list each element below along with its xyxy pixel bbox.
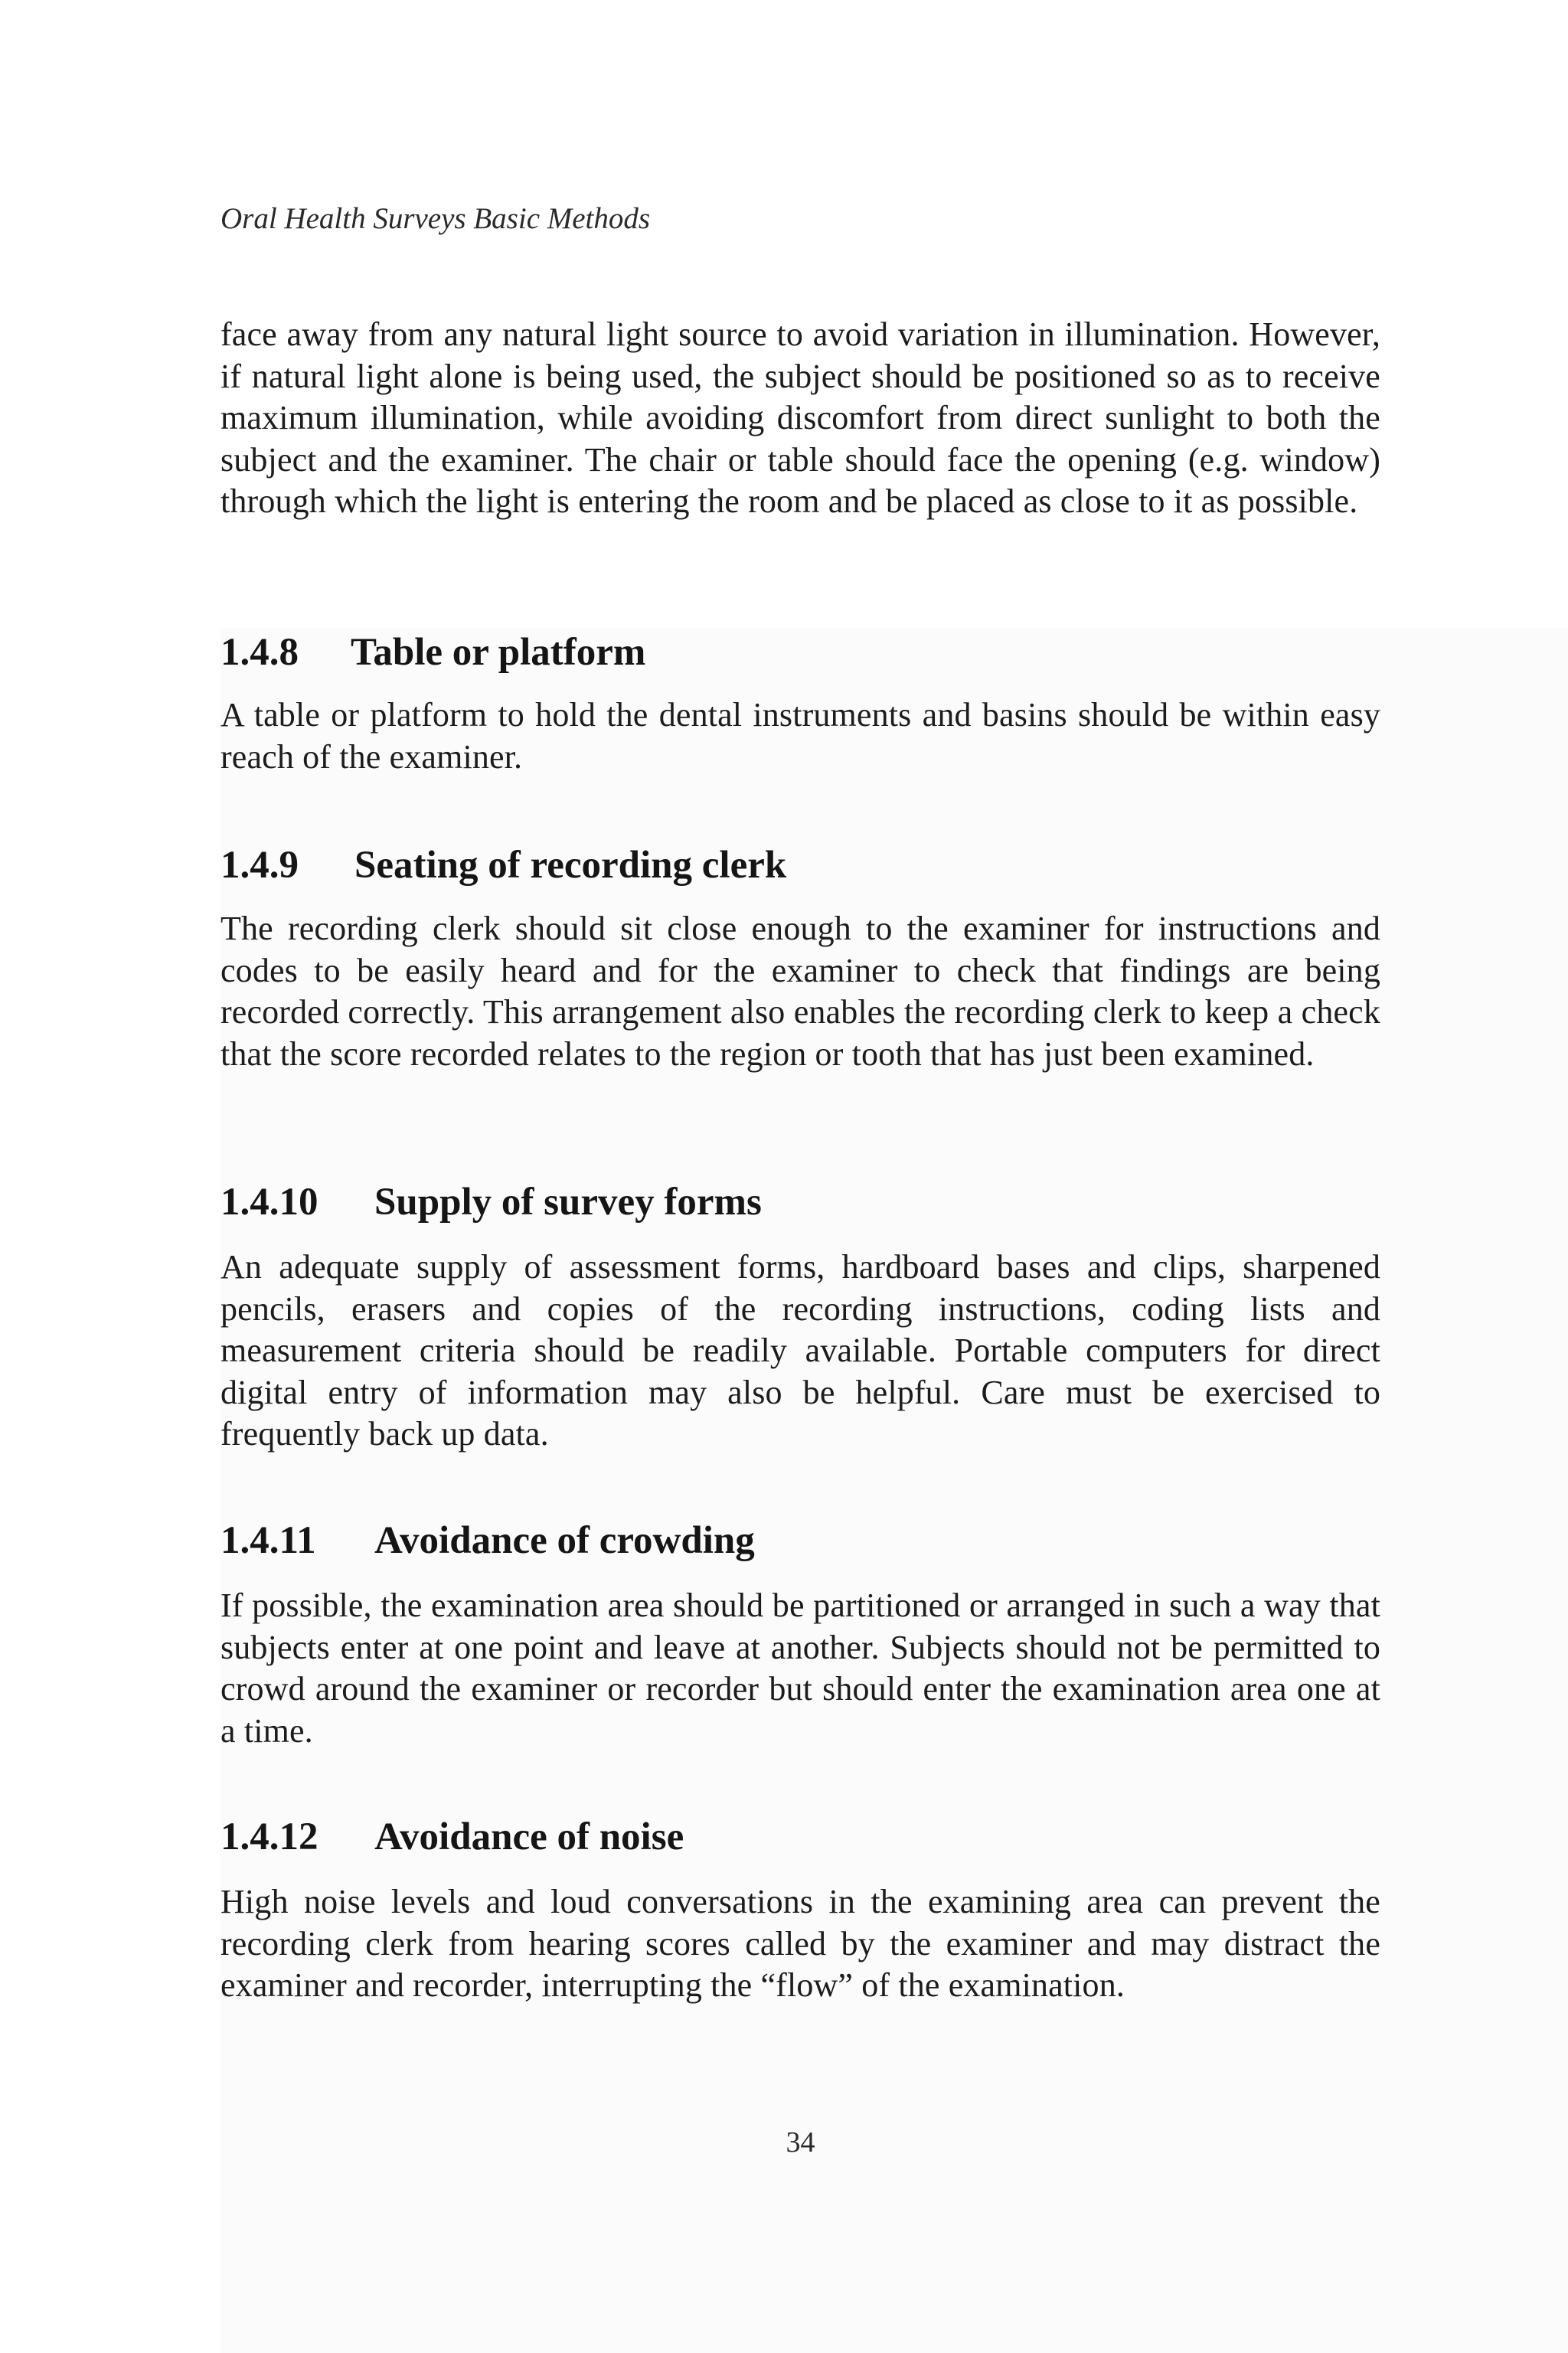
section-title: Avoidance of noise [374, 1815, 684, 1858]
running-head: Oral Health Surveys Basic Methods [220, 202, 651, 235]
page-number: 34 [786, 2126, 815, 2159]
section-number: 1.4.11 [220, 1519, 316, 1562]
section-body-1-4-9: The recording clerk should sit close enough to the examiner for instructions and codes to be easily heard and for the examiner to check that findings are being recorded correctly. This arrangement also enables the recording clerk to keep a check that the score recorded relates to the region or tooth that has just been examined. [220, 910, 1380, 1073]
section-body-1-4-11: If possible, the examination area should be partitioned or arranged in such a way that subjects enter at one point and leave at another. Subjects should not be permitted to crowd around the examiner or recorder but should enter the examination area one at a time. [220, 1587, 1380, 1750]
section-heading-1-4-11 [220, 1516, 755, 1565]
section-heading-1-4-10 [220, 1178, 762, 1227]
section-body-1-4-12: High noise levels and loud conversations in the examining area can prevent the recording clerk from hearing scores called by the examiner and may distract the examiner and recorder, interrupting the “flow” of the examination. [220, 1883, 1380, 2004]
section-heading-1-4-12 [220, 1812, 684, 1861]
section-body-1-4-10: An adequate supply of assessment forms, hardboard bases and clips, sharpened pencils, erasers and copies of the recording instructions, coding lists and measurement criteria should be readily available. Portable computers for direct digital entry of information may also be helpful. Care must be exercised to frequently back up data. [220, 1248, 1380, 1453]
section-number: 1.4.10 [220, 1181, 318, 1224]
section-title: Seating of recording clerk [354, 844, 787, 887]
section-number: 1.4.8 [220, 631, 299, 674]
section-number: 1.4.12 [220, 1815, 318, 1858]
section-body-1-4-8: A table or platform to hold the dental instruments and basins should be within easy reach of the examiner. [220, 696, 1380, 776]
section-heading-1-4-9 [220, 841, 786, 890]
section-heading-1-4-8 [220, 628, 645, 677]
section-title: Table or platform [351, 631, 646, 674]
section-title: Supply of survey forms [374, 1181, 762, 1224]
section-title: Avoidance of crowding [374, 1519, 755, 1562]
section-number: 1.4.9 [220, 844, 299, 887]
intro-paragraph: face away from any natural light source to avoid variation in illumination. However, if natural light alone is being used, the subject should be positioned so as to receive maximum illumination, while avoiding discomfort from direct sunlight to both the subject and the examiner. The chair or table should face the opening (e.g. window) through which the light is entering the room and be placed as close to it as possible. [220, 315, 1380, 520]
